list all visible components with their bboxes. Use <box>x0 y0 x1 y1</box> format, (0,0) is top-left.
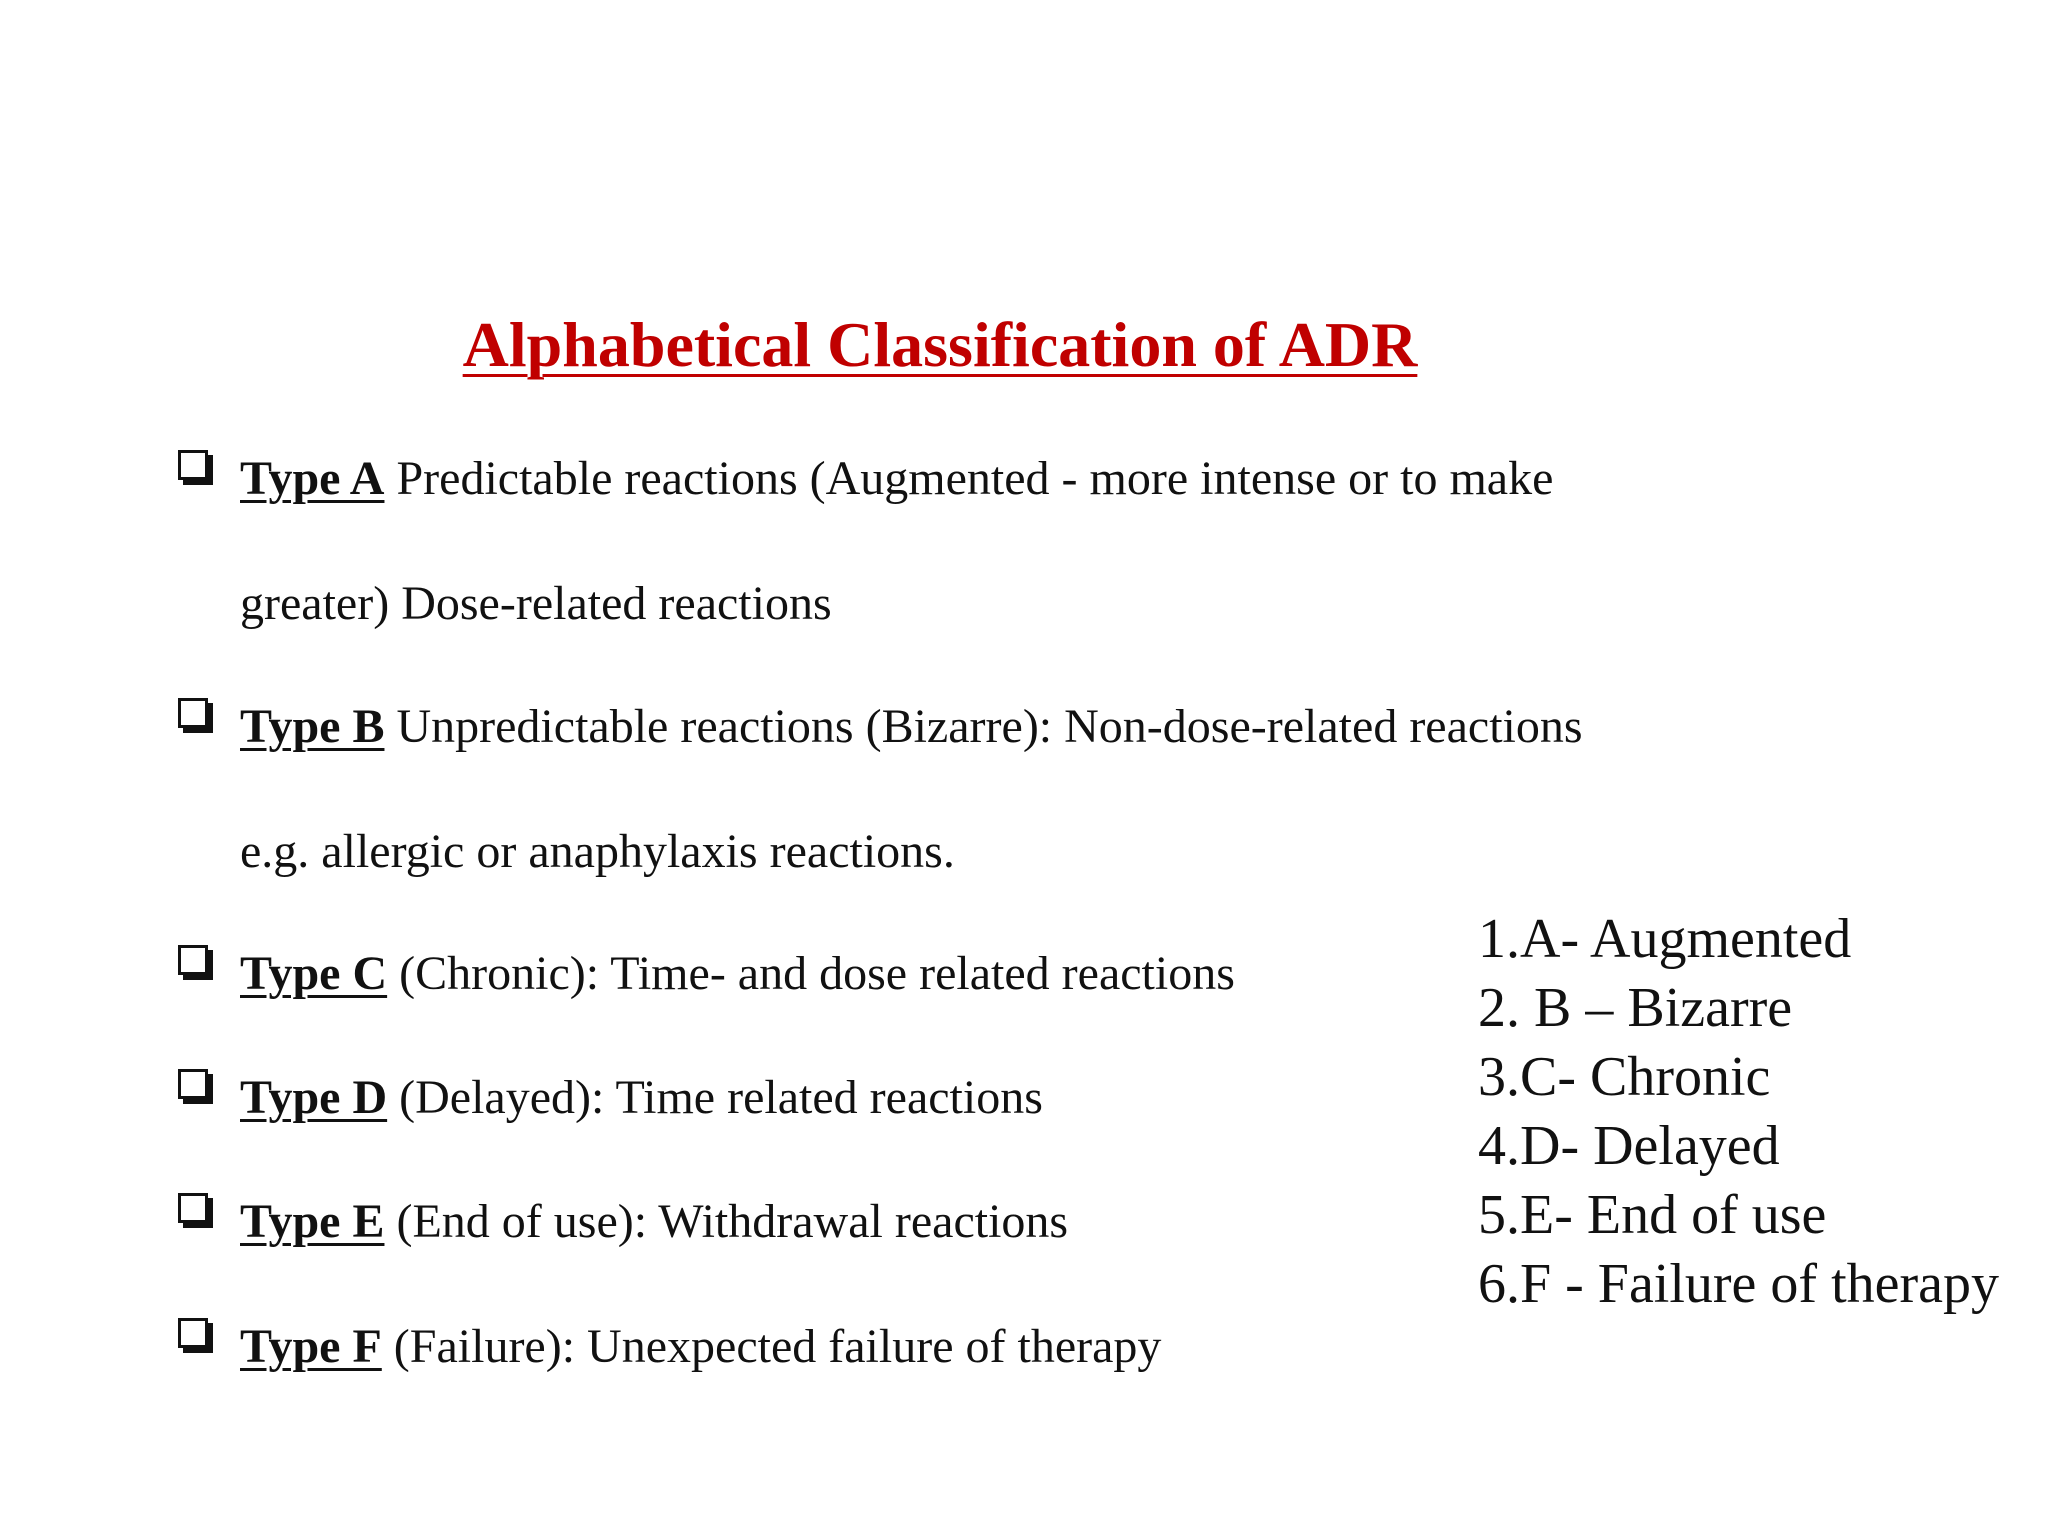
summary-item: 3.C- Chronic <box>1478 1046 1771 1108</box>
item-type-d-label: Type D <box>240 1071 388 1124</box>
slide-title: Alphabetical Classification of ADR <box>462 309 1418 380</box>
item-type-e-text: (End of use): Withdrawal reactions <box>396 1195 1069 1248</box>
item-type-b-label: Type B <box>240 700 385 753</box>
item-type-b-continuation: e.g. allergic or anaphylaxis reactions. <box>240 825 955 878</box>
item-type-a-label: Type A <box>240 452 385 505</box>
checkbox-bullet-icon <box>178 1318 208 1348</box>
item-type-d-text: (Delayed): Time related reactions <box>399 1071 1043 1124</box>
summary-list <box>1478 905 1999 1319</box>
item-type-d <box>240 1071 1043 1124</box>
item-type-c-text: (Chronic): Time- and dose related reactions <box>399 947 1235 1000</box>
item-type-e-label: Type E <box>240 1195 385 1248</box>
checkbox-bullet-icon <box>178 1193 208 1223</box>
item-type-a-text: Predictable reactions (Augmented - more intense or to make <box>396 452 1554 505</box>
checkbox-bullet-icon <box>178 450 208 480</box>
checkbox-bullet-icon <box>178 945 208 975</box>
summary-item: 4.D- Delayed <box>1478 1115 1780 1177</box>
item-type-c-label: Type C <box>240 947 388 1000</box>
summary-item: 1.A- Augmented <box>1478 908 1852 970</box>
summary-item: 6.F - Failure of therapy <box>1478 1253 1999 1315</box>
checkbox-bullet-icon <box>178 1069 208 1099</box>
item-type-b <box>240 700 1583 753</box>
item-type-a <box>240 452 1554 505</box>
item-type-e <box>240 1195 1069 1248</box>
summary-item: 5.E- End of use <box>1478 1184 1827 1246</box>
item-type-f-label: Type F <box>240 1320 382 1373</box>
item-type-f-text: (Failure): Unexpected failure of therapy <box>393 1320 1162 1373</box>
summary-item: 2. B – Bizarre <box>1478 977 1793 1039</box>
item-type-f <box>240 1320 1162 1373</box>
item-type-c <box>240 947 1235 1000</box>
item-type-b-text: Unpredictable reactions (Bizarre): Non-dose-related reactions <box>396 700 1583 753</box>
checkbox-bullet-icon <box>178 698 208 728</box>
item-type-a-continuation: greater) Dose-related reactions <box>240 577 832 630</box>
